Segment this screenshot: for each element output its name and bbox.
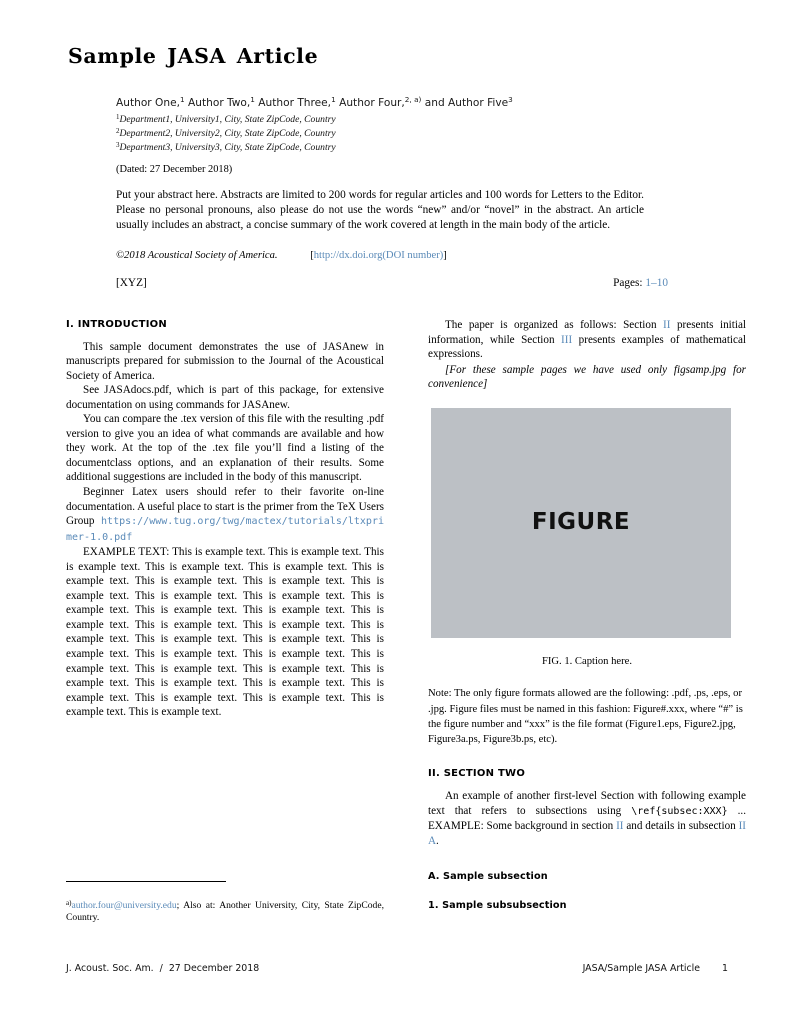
figure-placeholder-label: FIGURE — [531, 509, 631, 536]
author-list: Author One,$^1$ Author Two,$^1$ Author Three,$^1$ Author Four,$^{2, a)}$ and Author Five$^3$ — [116, 95, 513, 109]
section-heading-section-two: II. SECTION TWO — [428, 768, 526, 780]
section-two-paragraph — [428, 789, 746, 848]
footnote-area — [66, 881, 384, 925]
doi-url-text: http://dx.doi.org(DOI number) — [313, 250, 444, 261]
affiliation-text: Department1, University1, City, State ZipCode, Country — [119, 114, 336, 125]
dated-line: (Dated: 27 December 2018) — [116, 164, 233, 175]
footnote-marker: a) — [66, 899, 72, 907]
section-two-text-4: . — [436, 834, 439, 847]
subsection-ref-iia-link[interactable]: II A — [428, 820, 746, 847]
footer-running-title: JASA/Sample JASA Article — [582, 963, 701, 974]
pages-range-link[interactable]: 1–10 — [645, 277, 668, 289]
section-ref-ii-link[interactable]: II — [663, 319, 671, 331]
pages-indicator — [613, 277, 668, 289]
footer-journal-name: J. Acoust. Soc. Am. — [66, 963, 154, 974]
footer-right — [583, 963, 728, 974]
affiliation-marker: 1 — [116, 113, 120, 121]
column-left — [66, 318, 384, 720]
example-text-body: This is example text. This is example text. This is example text. This is example text. This is example text. This is example text. This is example text. This is example text. This is example text. This is example text. This is example text. This is example text. This is example text. This is example text. This is example text. This is example text. This is example text. This is example text. This is example text. This is example text. This is example text. This is example text. This is example text. This is example text. This is example text. This is example text. This is example text. This is example text. This is example text. This is example text. This is example text. This is example text. This is example text. This is example text. — [66, 546, 384, 719]
figsamp-note: [For these sample pages we have used only figsamp.jpg for convenience] — [428, 363, 746, 391]
column-right — [428, 318, 746, 913]
page-footer — [66, 963, 728, 974]
texusers-group-url-link[interactable]: https://www.tug.org/twg/mactex/tutorials/ltxprimer-1.0.pdf — [66, 516, 384, 543]
affiliation-item — [116, 140, 676, 154]
footer-date: 27 December 2018 — [168, 963, 260, 974]
organization-text-3: presents examples of mathematical expressions. — [428, 333, 746, 361]
example-text-lead: EXAMPLE TEXT: — [83, 546, 170, 559]
doi-link[interactable] — [310, 250, 447, 261]
subsection-heading-sample-subsection: A. Sample subsection — [428, 871, 548, 883]
intro-paragraph-3: You can compare the .tex version of this file with the resulting .pdf version to give you an idea of what commands are available and how they work. At the top of the .tex file you’ll find a listing of the documentclass options, and an explanation of their results. Some additional suggestions are included in the body of this manuscript. — [66, 413, 384, 484]
subsubsection-heading-sample-subsubsection: 1. Sample subsubsection — [428, 899, 567, 911]
section-ref-iii-link[interactable]: III — [561, 333, 573, 346]
affiliation-item — [116, 126, 676, 140]
figure-format-note: Note: The only figure formats allowed are the following: .pdf, .ps, .eps, or .jpg. Figure files must be named in this fashion: Figure#.xxx, where “#” is the figure number and “xxx” is the file format (Figure1.eps, Figure2.jpg, Figure3a.ps, Figure3b.ps, etc). — [428, 688, 743, 746]
copyright-text: ©2018 Acoustical Society of America. — [116, 250, 278, 261]
affiliation-text: Department3, University3, City, State ZipCode, Country — [119, 141, 336, 153]
intro-paragraph-1: This sample document demonstrates the use of JASAnew in manuscripts prepared for submission to the Journal of the Acoustical Society of America. — [66, 340, 384, 382]
section-two-text-3: and details in subsection — [623, 820, 739, 833]
section-two-text-2: ... EXAMPLE: Some background in section — [428, 804, 747, 833]
intro-paragraph-2: See JASAdocs.pdf, which is part of this package, for extensive documentation on using commands for JASAnew. — [66, 384, 384, 411]
section-heading-introduction: I. INTRODUCTION — [66, 319, 168, 330]
figure-placeholder — [431, 408, 731, 638]
organization-paragraph — [428, 318, 746, 362]
figure-caption: FIG. 1. Caption here. — [541, 655, 633, 667]
doi-close-bracket: ] — [443, 250, 447, 261]
author-email-link[interactable]: author.four@university.edu — [71, 900, 177, 911]
footnote-entry — [66, 897, 384, 925]
xyz-marker: [XYZ] — [116, 277, 147, 289]
page-title: Sample JASA Article — [68, 44, 319, 68]
affiliation-marker: 3 — [116, 140, 120, 149]
footnote-rest-text: ; Also at: Another University, City, State ZipCode, Country. — [66, 900, 384, 924]
section-two-ref-ii-link[interactable]: II — [616, 820, 624, 833]
affiliation-item — [116, 112, 676, 126]
footnote-rule — [66, 881, 226, 882]
footer-left — [66, 963, 259, 974]
section-two-text-1: An example of another first-level Section with following example text that refers to subsections using — [428, 790, 746, 817]
organization-text-1: The paper is organized as follows: Section — [445, 319, 664, 331]
copyright-line — [116, 250, 644, 261]
abstract-text: Put your abstract here. Abstracts are limited to 200 words for regular articles and 100 words for Letters to the Editor. Please no personal pronouns, also please do not use the words “new” and/or “novel” in the abstract. An article usually includes an abstract, a concise summary of the work covered at length in the main body of the article. — [116, 189, 644, 232]
example-text-paragraph — [66, 545, 384, 720]
pages-label: Pages: — [613, 277, 643, 289]
doi-open-bracket: [ — [310, 250, 314, 261]
affiliation-text: Department2, University2, City, State ZipCode, Country — [119, 127, 336, 139]
intro-paragraph-4-text: Beginner Latex users should refer to their favorite on-line documentation. A useful place to start is the primer from the TeX Users Group — [66, 486, 384, 528]
affiliation-list — [116, 112, 676, 154]
xyz-pages-row — [116, 277, 668, 289]
ref-command-code: \ref{subsec:XXX} — [631, 805, 728, 817]
intro-paragraph-4 — [66, 485, 384, 545]
footer-page-number: 1 — [722, 963, 728, 974]
footer-separator: / — [159, 963, 163, 974]
affiliation-marker: 2 — [116, 126, 120, 135]
organization-text-2: presents initial information, while Section — [428, 319, 746, 346]
